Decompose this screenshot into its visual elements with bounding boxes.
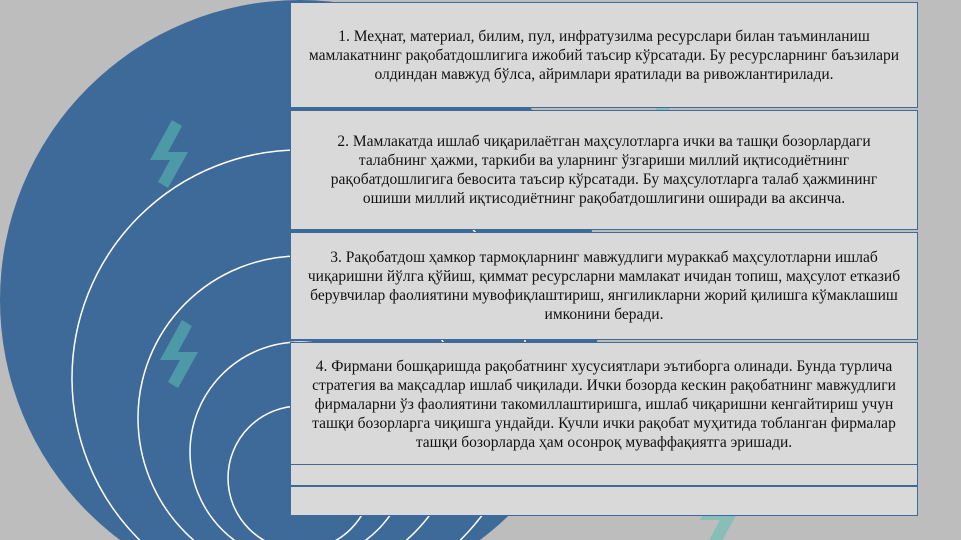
empty-row-2 [290,486,918,516]
factor-text-4: 4. Фирмани бошқаришда рақобатнинг хусусиятлари эътиборга олинади. Бунда турлича стратегия ва мақсадлар ишлаб чиқилади. Ички бозорда кескин рақобатнинг мавжудлиги фирмаларни ўз фаолиятини такомиллаштиришга, ишлаб чиқаришни кенгайтириш учун ташқи бозорларга чиқишга ундайди. Кучли ички рақобат муҳитида тобланган фирмалар ташқи бозорларда ҳам осонроқ муваффақиятга эришади. [312,357,896,451]
factor-text-1: 1. Меҳнат, материал, билим, пул, инфратузилма ресурслари билан таъминланиш мамлакатнинг рақобатдошлигига ижобий таъсир кўрсатади. Бу ресурсларнинг баъзилари олдиндан мавжуд бўлса, айримлари яратилади ва ривожлантирилади. [308,27,900,83]
empty-row-1 [290,464,918,486]
factor-box-4 [290,342,918,466]
factor-text-3: 3. Рақобатдош ҳамкор тармоқларнинг мавжудлиги мураккаб маҳсулотларни ишлаб чиқаришни йўлга қўйиш, қиммат ресурсларни мамлакат ичидан топиш, маҳсулот етказиб берувчилар фаолиятини мувофиқлаштириш, янгиликларни жорий қилишга кўмаклашиш имконини беради. [307,249,901,323]
factor-box-1 [290,2,918,108]
factor-box-2 [290,110,918,230]
factor-box-3 [290,232,918,340]
factor-text-2: 2. Мамлакатда ишлаб чиқарилаётган маҳсулотларга ички ва ташқи бозорлардаги талабнинг ҳажми, таркиби ва уларнинг ўзгариши миллий иқтисодиётнинг рақобатдошлигига бевосита таъсир кўрсатади. Бу маҳсулотларга талаб ҳажмининг ошиши миллий иқтисодиётнинг рақобатдошлигини оширади ва аксинча. [330,133,878,207]
